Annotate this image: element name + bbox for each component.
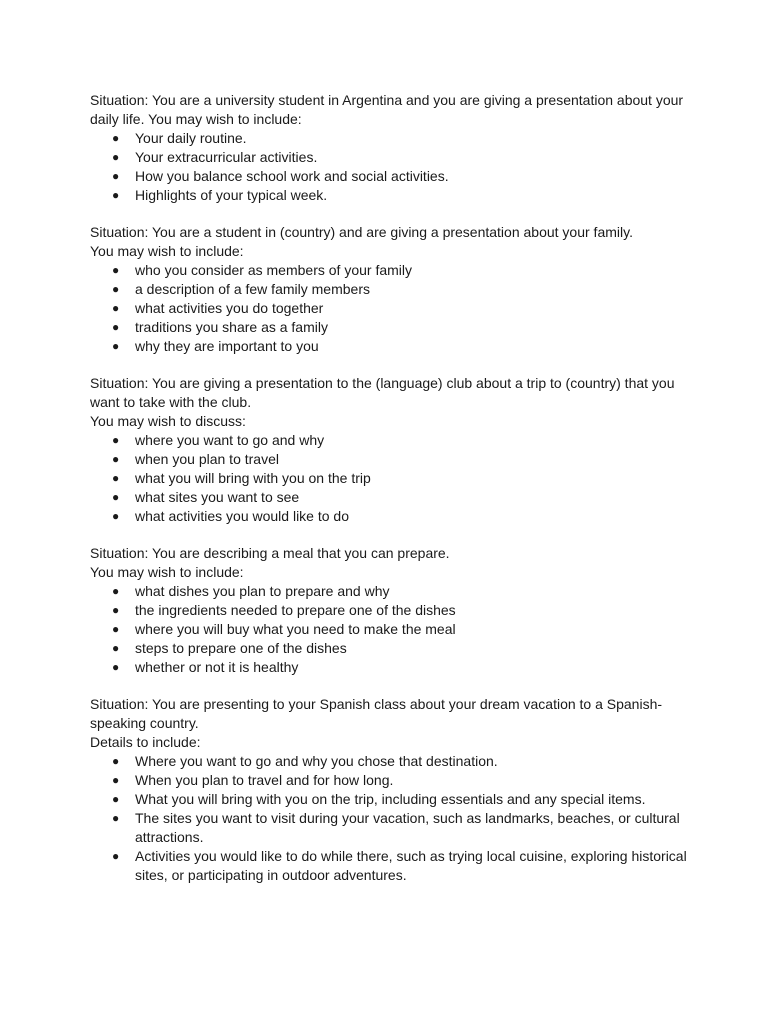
list-item-text: Activities you would like to do while there, such as trying local cuisine, exploring historical sites, or participating in outdoor adventures. (135, 848, 687, 883)
bullet-icon: ● (112, 339, 120, 353)
list-item (90, 318, 690, 337)
list-item (90, 431, 690, 450)
situation-prompt: You may wish to include: (90, 243, 244, 259)
list-item-text: Highlights of your typical week. (135, 187, 328, 203)
bullet-list (90, 752, 690, 885)
list-item-text: who you consider as members of your family (135, 262, 412, 278)
list-item (90, 809, 690, 847)
list-item-text: a description of a few family members (135, 281, 370, 297)
list-item-text: when you plan to travel (135, 451, 279, 467)
list-item (90, 450, 690, 469)
bullet-icon: ● (112, 603, 120, 617)
bullet-icon: ● (112, 263, 120, 277)
list-item-text: traditions you share as a family (135, 319, 328, 335)
bullet-icon: ● (112, 811, 120, 825)
bullet-icon: ● (112, 849, 120, 863)
situation-block (90, 374, 690, 526)
list-item-text: where you want to go and why (135, 432, 325, 448)
list-item-text: where you will buy what you need to make the meal (135, 621, 456, 637)
bullet-icon: ● (112, 169, 120, 183)
list-item (90, 129, 690, 148)
list-item-text: whether or not it is healthy (135, 659, 299, 675)
list-item-text: what dishes you plan to prepare and why (135, 583, 390, 599)
list-item (90, 847, 690, 885)
bullet-icon: ● (112, 754, 120, 768)
list-item-text: Your extracurricular activities. (135, 149, 318, 165)
bullet-icon: ● (112, 320, 120, 334)
bullet-icon: ● (112, 150, 120, 164)
list-item-text: How you balance school work and social activities. (135, 168, 449, 184)
list-item (90, 639, 690, 658)
list-item (90, 601, 690, 620)
bullet-list (90, 582, 690, 677)
situation-block (90, 544, 690, 677)
list-item (90, 299, 690, 318)
bullet-icon: ● (112, 490, 120, 504)
list-item-text: steps to prepare one of the dishes (135, 640, 347, 656)
list-item-text: Your daily routine. (135, 130, 247, 146)
list-item-text: When you plan to travel and for how long. (135, 772, 394, 788)
list-item-text: Where you want to go and why you chose that destination. (135, 753, 498, 769)
bullet-list (90, 261, 690, 356)
situation-text: Situation: You are a university student in Argentina and you are giving a presentation about your daily life. You may wish to include: (90, 92, 684, 127)
bullet-icon: ● (112, 131, 120, 145)
list-item (90, 658, 690, 677)
bullet-icon: ● (112, 509, 120, 523)
list-item (90, 752, 690, 771)
bullet-icon: ● (112, 471, 120, 485)
situation-text: Situation: You are a student in (country) and are giving a presentation about your family. (90, 224, 633, 240)
bullet-icon: ● (112, 792, 120, 806)
list-item (90, 261, 690, 280)
list-item (90, 507, 690, 526)
bullet-icon: ● (112, 773, 120, 787)
bullet-icon: ● (112, 452, 120, 466)
situation-text: Situation: You are describing a meal that you can prepare. (90, 545, 450, 561)
list-item (90, 280, 690, 299)
list-item (90, 469, 690, 488)
list-item (90, 167, 690, 186)
list-item (90, 337, 690, 356)
document-page (90, 91, 690, 903)
bullet-icon: ● (112, 584, 120, 598)
list-item (90, 771, 690, 790)
list-item (90, 186, 690, 205)
bullet-list (90, 431, 690, 526)
situation-block (90, 223, 690, 356)
situation-prompt: You may wish to include: (90, 564, 244, 580)
bullet-icon: ● (112, 301, 120, 315)
bullet-icon: ● (112, 433, 120, 447)
list-item-text: the ingredients needed to prepare one of the dishes (135, 602, 456, 618)
list-item (90, 582, 690, 601)
bullet-icon: ● (112, 641, 120, 655)
bullet-list (90, 129, 690, 205)
situation-text: Situation: You are giving a presentation to the (language) club about a trip to (country) that you want to take with the club. (90, 375, 675, 410)
list-item-text: What you will bring with you on the trip, including essentials and any special items. (135, 791, 646, 807)
bullet-icon: ● (112, 282, 120, 296)
situation-block (90, 695, 690, 885)
situation-prompt: You may wish to discuss: (90, 413, 246, 429)
list-item (90, 488, 690, 507)
list-item-text: The sites you want to visit during your vacation, such as landmarks, beaches, or cultural attractions. (135, 810, 680, 845)
bullet-icon: ● (112, 188, 120, 202)
list-item-text: what you will bring with you on the trip (135, 470, 371, 486)
situation-text: Situation: You are presenting to your Spanish class about your dream vacation to a Spanish-speaking country. (90, 696, 663, 731)
situation-block (90, 91, 690, 205)
list-item (90, 620, 690, 639)
list-item (90, 790, 690, 809)
bullet-icon: ● (112, 660, 120, 674)
list-item-text: what activities you do together (135, 300, 324, 316)
list-item-text: what activities you would like to do (135, 508, 349, 524)
bullet-icon: ● (112, 622, 120, 636)
list-item-text: what sites you want to see (135, 489, 300, 505)
list-item (90, 148, 690, 167)
situation-prompt: Details to include: (90, 734, 201, 750)
list-item-text: why they are important to you (135, 338, 319, 354)
